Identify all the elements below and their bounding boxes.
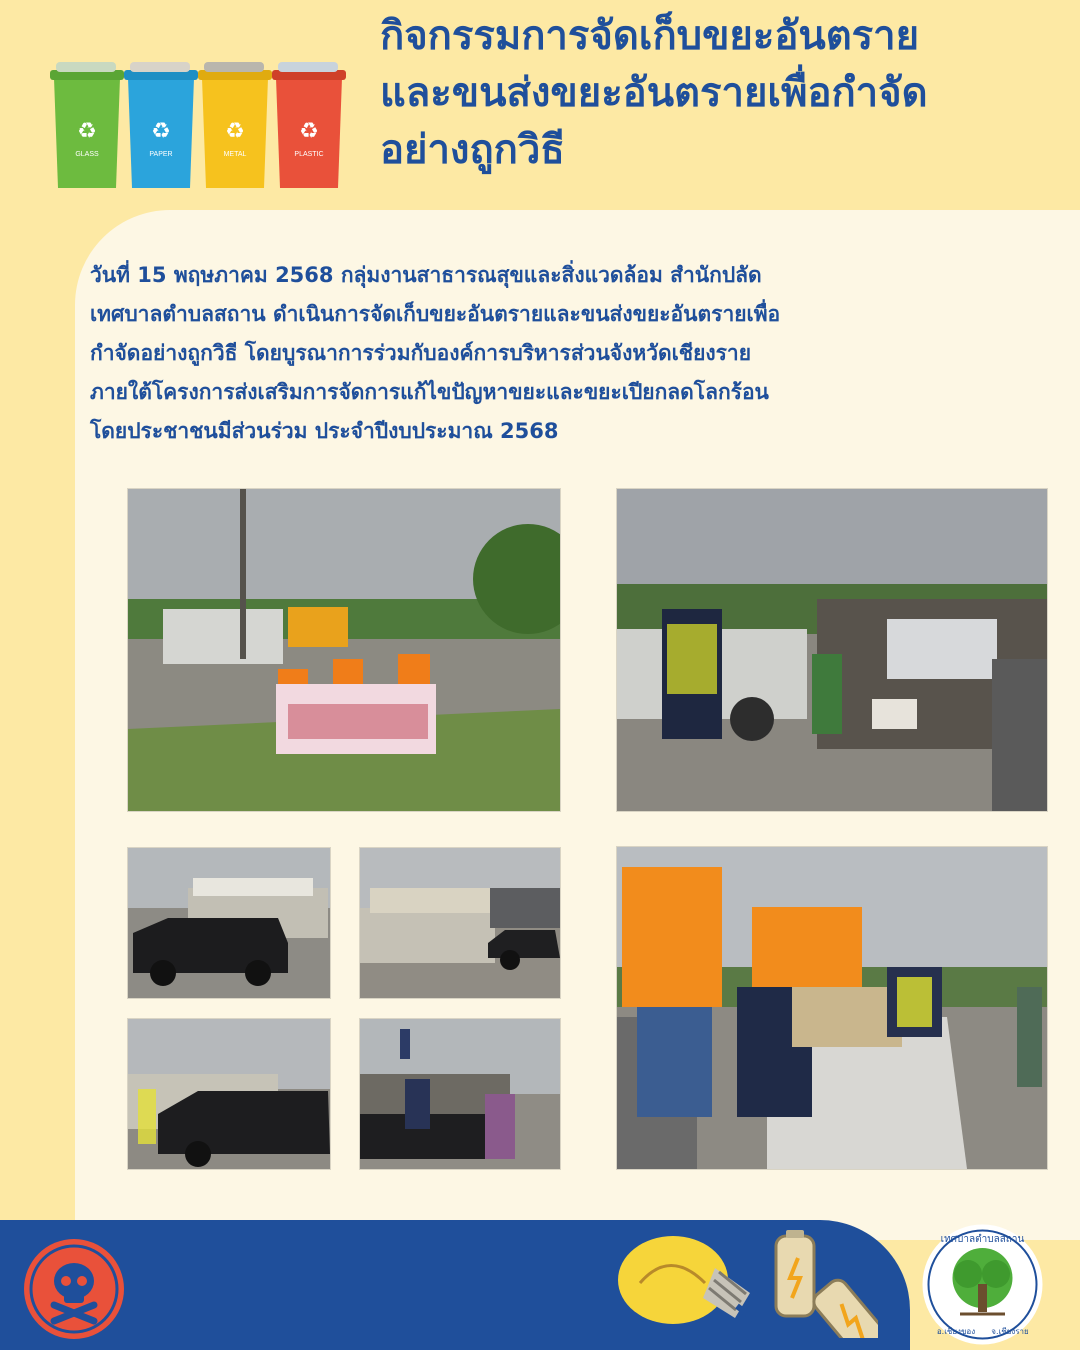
light-bulb-icon <box>615 1228 760 1328</box>
svg-text:♻: ♻ <box>225 119 245 144</box>
article-line: โดยประชาชนมีส่วนร่วม ประจำปีงบประมาณ 2568 <box>90 419 559 443</box>
bin-metal <box>198 62 272 188</box>
bin-plastic <box>272 62 346 188</box>
photo-lifting-item <box>616 846 1048 1170</box>
bin-label-paper: PAPER <box>149 151 173 158</box>
recycling-bins-illustration <box>48 58 348 198</box>
municipality-logo <box>920 1222 1045 1347</box>
title-line: และขนส่งขยะอันตรายเพื่อกำจัด <box>380 70 928 116</box>
photo-team-banner <box>127 488 561 812</box>
photo-container-bags <box>359 847 561 999</box>
photo-pickup-container-1 <box>127 847 331 999</box>
photo-pickup-container-2 <box>127 1018 331 1170</box>
bin-glass <box>50 62 124 188</box>
logo-bottom-left: อ.เชียงของ <box>936 1327 976 1336</box>
article-line: เทศบาลตำบลสถาน ดำเนินการจัดเก็บขยะอันตรายและขนส่งขยะอันตรายเพื่อ <box>90 302 781 326</box>
photo-loading-bed <box>359 1018 561 1170</box>
bin-label-plastic: PLASTIC <box>294 151 324 158</box>
article-body <box>90 256 1065 451</box>
article-line: วันที่ 15 พฤษภาคม 2568 กลุ่มงานสาธารณสุขและสิ่งแวดล้อม สำนักปลัด <box>90 263 762 287</box>
logo-top-text: เทศบาลตำบลสถาน <box>940 1234 1025 1245</box>
batteries-icon <box>768 1228 878 1338</box>
article-line: กำจัดอย่างถูกวิธี โดยบูรณาการร่วมกับองค์การบริหารส่วนจังหวัดเชียงราย <box>90 341 751 365</box>
title-line: อย่างถูกวิธี <box>380 127 565 173</box>
photo-unloading-truck <box>616 488 1048 812</box>
bin-paper <box>124 62 198 188</box>
svg-text:♻: ♻ <box>299 119 319 144</box>
bin-label-glass: GLASS <box>75 151 99 158</box>
logo-bottom-right: จ.เชียงราย <box>991 1327 1029 1336</box>
bin-label-metal: METAL <box>223 151 247 158</box>
title-line: กิจกรรมการจัดเก็บขยะอันตราย <box>380 13 920 59</box>
svg-text:♻: ♻ <box>77 119 97 144</box>
page-title <box>380 8 1070 179</box>
skull-crossbones-icon <box>20 1235 128 1343</box>
article-line: ภายใต้โครงการส่งเสริมการจัดการแก้ไขปัญหาขยะและขยะเปียกลดโลกร้อน <box>90 380 769 404</box>
svg-text:♻: ♻ <box>151 119 171 144</box>
